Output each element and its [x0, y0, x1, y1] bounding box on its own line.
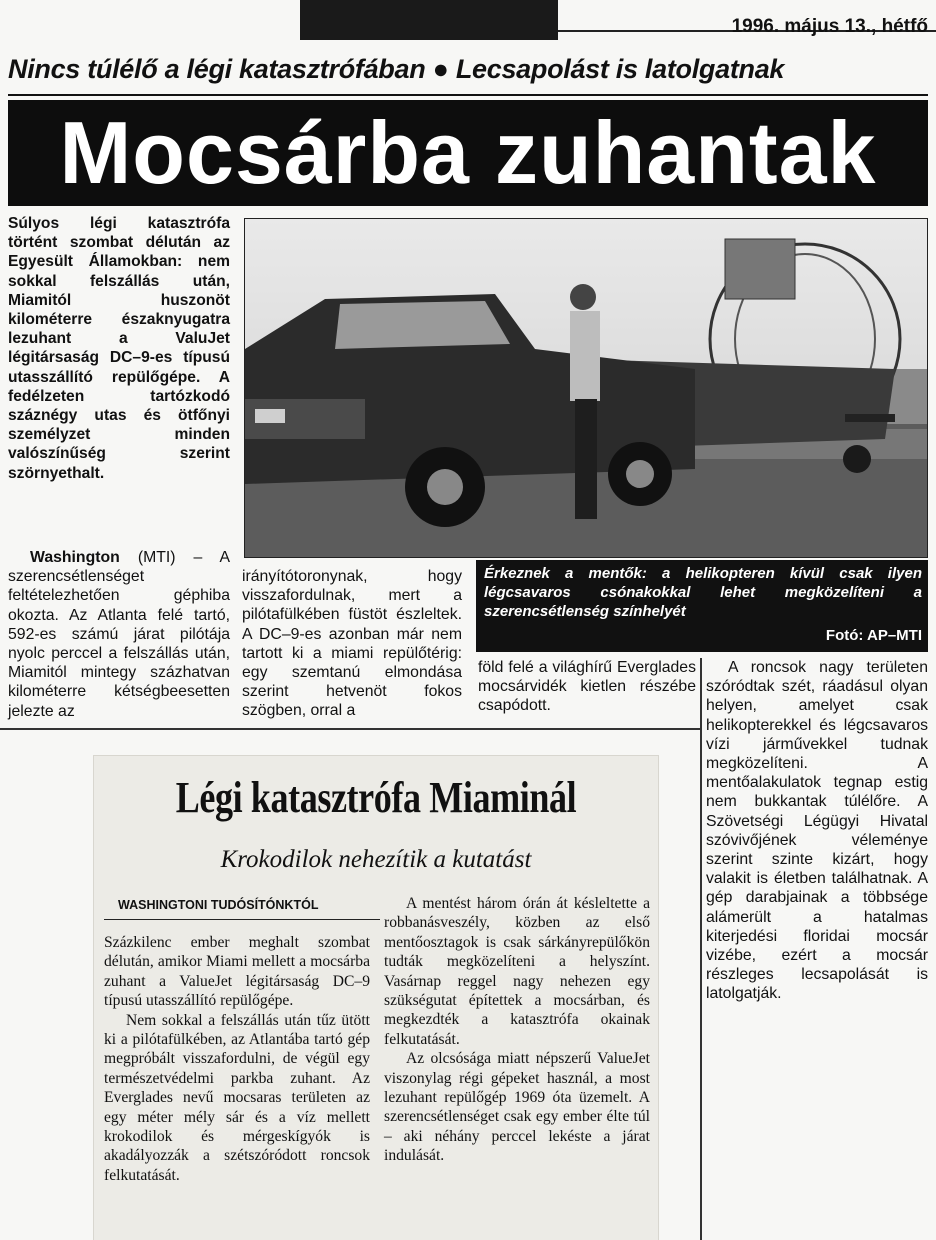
- clipping-column-right: [384, 894, 650, 1166]
- news-photo: [244, 218, 928, 558]
- masthead-section-bar: [300, 0, 558, 40]
- body-column-1: [8, 548, 230, 721]
- frame-line-vertical: [700, 658, 702, 728]
- clipping-left-paragraph-2: Nem sokkal a felszállás után tűz ütött ki a pilótafülkében, az Atlantába tartó gép megpróbált visszafordulni, de végül egy természetvédelmi parkba zuhant. Az Everglades nevű mocsaras területen az egy méter mély sár és a víz mellett krokodilok és mérgeskígyók is akadályozzák a szétszóródott roncsok felkutatását.: [104, 1011, 370, 1184]
- kicker-line: Nincs túlélő a légi katasztrófában ● Lecsapolást is latolgatnak: [8, 54, 785, 84]
- frame-line-vertical-lower: [700, 728, 702, 1240]
- body-column-1-text: (MTI) – A szerencsétlenséget feltételezhetően géphiba okozta. Az Atlanta felé tartó, 592-es számú járat pilótája nyolc perccel a felszállás után, Miamitól mintegy százhatvan kilométerre kétségbeesetten jelezte az: [8, 549, 230, 720]
- body-column-4: [706, 658, 928, 1004]
- clipping-left-paragraph-1: Százkilenc ember meghalt szombat délután, amikor Miami mellett a mocsárba zuhant a ValueJet légitársaság DC–9 típusú utasszállító repülőgépe.: [104, 934, 370, 1010]
- truck-airboat-photo: [245, 219, 928, 558]
- body-column-4-text: A roncsok nagy területen szóródtak szét, ráadásul olyan helyen, amelyet csak helikopterekkel és légcsavaros vízi járművekkel tudnak megközelíteni. A mentőalakulatok tegnap estig nem bukkantak túlélőre. A Szövetségi Légügyi Hivatal szóvivőjének véleménye szerint szinte kizárt, hogy valakit is életben találhatnak. A gép darabjainak a többsége alámerült a hatalmas kiterjedési floridai mocsár vizébe, ezért a mocsár részleges lecsapolását is latolgatják.: [706, 659, 928, 1003]
- clipping-right-paragraph-1: A mentést három órán át késleltette a robbanásveszély, közben az első mentőosztagok is csak sárkányrepülőkön tudták megközelíteni a helyszínt. Vasárnap reggel nagy nehezen egy szükségutat építettek a mocsárban, és megkezdték a katasztrófa okainak felkutatását.: [384, 895, 650, 1048]
- issue-date: 1996. május 13., hétfő: [731, 16, 928, 37]
- body-column-2: irányítótoronynak, hogy visszafordulnak, mert a pilótafülkében füstöt észleltek. A DC–9-es azonban már nem tartott ki a miami repülőtérig: egy szemtanú elmondása szerint hetvenöt fokos szögben, orral a: [242, 568, 462, 720]
- body-column-3: föld felé a világhírű Everglades mocsárvidék kietlen részébe csapódott.: [478, 659, 696, 715]
- clipping-column-left: [104, 933, 370, 1185]
- photo-caption: Érkeznek a mentők: a helikopteren kívül csak ilyen légcsavaros csónakokkal lehet megközelíteni a szerencsétlenség színhelyét: [484, 565, 922, 620]
- clipping-title: Légi katasztrófa Miaminál: [175, 773, 577, 822]
- dateline: Washington: [30, 549, 120, 566]
- kicker-rule: [8, 94, 928, 96]
- clipping-right-paragraph-2: Az olcsósága miatt népszerű ValueJet viszonylag régi gépeket használ, a most lezuhant repülőgép 1969 óta üzemelt. A szerencsétlenséget csak egy ember élte túl – aki néhány perccel lekéste a járat indulását.: [384, 1050, 650, 1165]
- headline: Mocsárba zuhantak: [59, 103, 877, 202]
- clipping-subtitle: Krokodilok nehezítik a kutatást: [220, 846, 532, 873]
- byline-rule: [104, 919, 380, 920]
- clipping-byline: WASHINGTONI TUDÓSÍTÓNKTÓL: [118, 898, 319, 912]
- photo-credit: Fotó: AP–MTI: [825, 627, 922, 644]
- lead-paragraph: Súlyos légi katasztrófa történt szombat délután az Egyesült Államokban: nem sokkal felszállás után, Miamitól huszonöt kilométerre északnyugatra lezuhant a ValuJet légitársaság DC–9-es típusú utasszállító repülőgépe. A fedélzeten tartózkodó száznégy utas és ötfőnyi személyzet minden valószínűség szerint szörnyethalt.: [8, 215, 230, 482]
- frame-line-horizontal: [0, 728, 702, 730]
